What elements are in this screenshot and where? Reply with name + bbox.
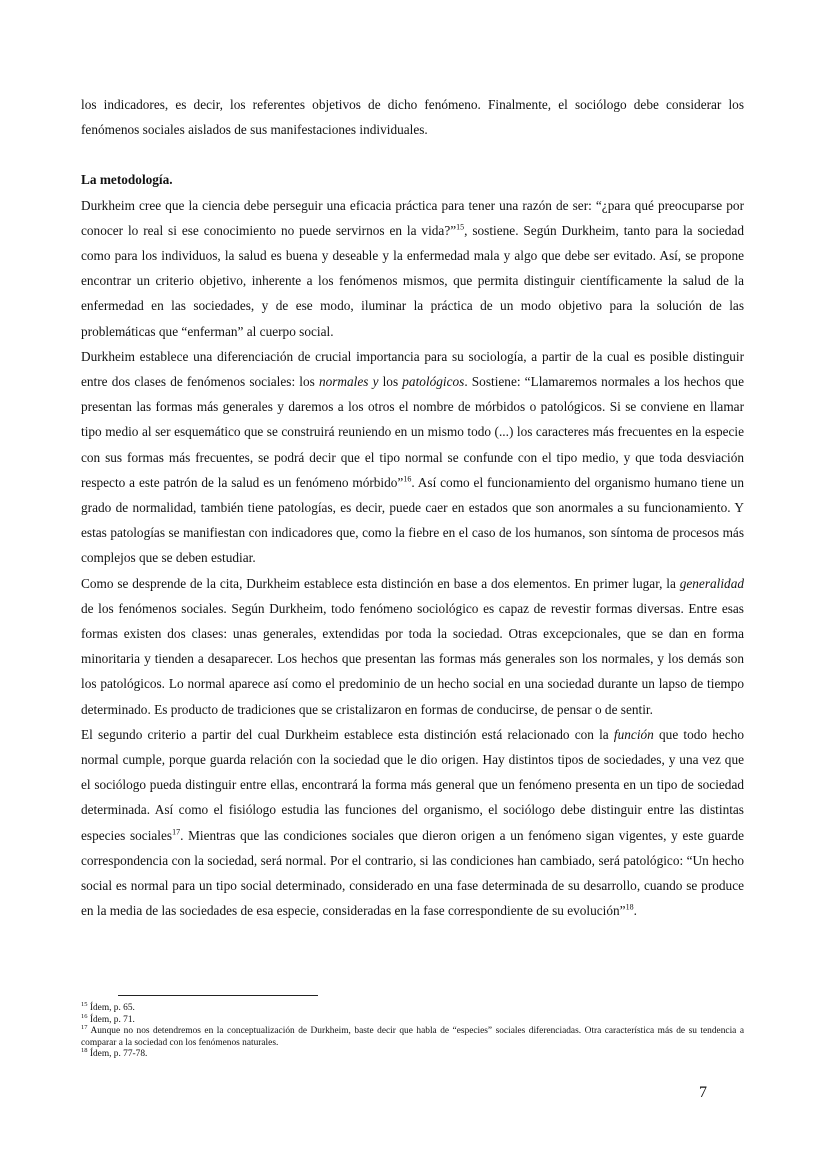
footnote-number: 18 bbox=[81, 1047, 88, 1055]
page-number: 7 bbox=[699, 1084, 707, 1101]
section-heading: La metodología. bbox=[81, 172, 173, 188]
paragraph-3 bbox=[81, 571, 744, 722]
footnote-text: Ídem, p. 65. bbox=[87, 1003, 135, 1013]
paragraph-2-text-d: . Así como el funcionamiento del organismo humano tiene un grado de normalidad, también tiene patologías, es decir, puede caer en estados que son anormales a su funcionamiento. Y estas patologías se manifiestan con indicadores que, como la fiebre en el caso de los humanos, son síntoma de procesos más complejos que se deben estudiar. bbox=[81, 474, 744, 566]
paragraph-2-text-b: los bbox=[378, 374, 403, 390]
paragraph-3-italic-generalidad: generalidad bbox=[679, 575, 744, 591]
paragraph-2-text-c: . Sostiene: “Llamaremos normales a los hechos que presentan las formas más generales y daremos a los otros el nombre de mórbidos o patológicos. Si se conviene en llamar tipo medio al ser esquemático que se construirá reuniendo en un mismo todo (...) los caracteres más frecuentes en la especie con sus formas más frecuentes, se podrá decir que el tipo normal se confunde con el tipo medio, y que toda desviación respecto a este patrón de la salud es un fenómeno mórbido” bbox=[81, 374, 744, 490]
footnote-text: Ídem, p. 77-78. bbox=[87, 1049, 148, 1060]
footnote-text: Ídem, p. 71. bbox=[87, 1014, 135, 1025]
footnote-ref-17: 17 bbox=[172, 827, 181, 837]
footnote-ref-15: 15 bbox=[456, 222, 465, 232]
paragraph-4 bbox=[81, 722, 744, 924]
footnote bbox=[81, 1000, 744, 1015]
footnotes bbox=[81, 1000, 744, 1061]
paragraph-4-text-b: que todo hecho normal cumple, porque guarda relación con la sociedad que le dio origen. Hay distintos tipos de sociedades, y una vez que el sociólogo pueda distinguir entre ellas, encontrará la forma más general que un fenómeno presenta en un tipo de sociedad determinada. Así como el fisiólogo estudia las funciones del organismo, el sociólogo debe distinguir entre las distintas especies sociales bbox=[81, 726, 745, 843]
footnote-text: Aunque no nos detendremos en la conceptualización de Durkheim, baste decir que habla de “especies” sociales diferenciadas. Otra característica más de su tendencia a comparar a la sociedad con los fenómenos naturales. bbox=[81, 1026, 744, 1048]
paragraph-3-text-a: Como se desprende de la cita, Durkheim establece esta distinción en base a dos elementos. En primer lugar, la bbox=[81, 575, 680, 591]
paragraph-4-text-c: . Mientras que las condiciones sociales que dieron origen a un fenómeno sigan vigentes, y este guarde correspondencia con la sociedad, será normal. Por el contrario, si las condiciones han cambiado, será patológico: “Un hecho social es normal para un tipo social determinado, considerado en una fase determinada de su desarrollo, cuando se produce en la media de las sociedades de esa especie, consideradas en la fase correspondiente de su evolución” bbox=[81, 827, 745, 919]
paragraph-2-italic-patologicos: patológicos bbox=[402, 374, 465, 390]
paragraph-2 bbox=[81, 344, 744, 571]
footnote-ref-16: 16 bbox=[403, 474, 412, 484]
paragraph-4-italic-funcion: función bbox=[613, 726, 654, 742]
footnote bbox=[81, 1049, 744, 1061]
paragraph-2-text-a: Durkheim establece una diferenciación de crucial importancia para su sociología, a partir de la cual es posible distinguir entre dos clases de fenómenos sociales: los bbox=[81, 348, 744, 390]
footnote-number: 17 bbox=[81, 1024, 88, 1032]
paragraph-1-text-b: , sostiene. Según Durkheim, tanto para la sociedad como para los individuos, la salud es buena y deseable y la enfermedad mala y algo que debe ser evitado. Así, se propone encontrar un criterio objetivo, inherente a los fenómenos mismos, que permita distinguir científicamente la salud de la enfermedad en las sociedades, y de ese modo, iluminar la práctica de un modo objetivo para la solución de las problemáticas que “enferman” al cuerpo social. bbox=[81, 222, 744, 339]
paragraph-4-text-a: El segundo criterio a partir del cual Durkheim establece esta distinción está relacionado con la bbox=[81, 726, 614, 742]
footnote bbox=[81, 1012, 744, 1027]
document-body bbox=[81, 92, 744, 924]
paragraph-4-text-d: . bbox=[633, 903, 637, 919]
footnote bbox=[81, 1026, 744, 1049]
footnote-ref-18: 18 bbox=[625, 902, 634, 912]
paragraph-3-text-b: de los fenómenos sociales. Según Durkheim, todo fenómeno sociológico es capaz de revestir formas diversas. Entre esas formas existen dos clases: unas generales, extendidas por toda la sociedad. Otras excepcionales, que se dan en forma minoritaria y tienden a desaparecer. Los hechos que presentan las formas más generales son los normales, y los demás son los patológicos. Lo normal aparece así como el predominio de un hecho social en una sociedad durante un lapso de tiempo determinado. Es producto de tradiciones que se cristalizaron en formas de conducirse, de pensar o de sentir. bbox=[81, 600, 744, 717]
paragraph-2-italic-normales: normales y bbox=[318, 374, 379, 390]
footnote-number: 16 bbox=[81, 1012, 88, 1020]
footnote-separator bbox=[118, 995, 318, 996]
paragraph-1 bbox=[81, 193, 744, 344]
intro-paragraph: los indicadores, es decir, los referentes objetivos de dicho fenómeno. Finalmente, el sociólogo debe considerar los fenómenos sociales aislados de sus manifestaciones individuales. bbox=[81, 97, 744, 138]
footnote-number: 15 bbox=[81, 1000, 88, 1008]
paragraph-1-text-a: Durkheim cree que la ciencia debe perseguir una eficacia práctica para tener una razón de ser: “¿para qué preocuparse por conocer lo real si ese conocimiento no puede servirnos en la vida?” bbox=[81, 197, 744, 238]
